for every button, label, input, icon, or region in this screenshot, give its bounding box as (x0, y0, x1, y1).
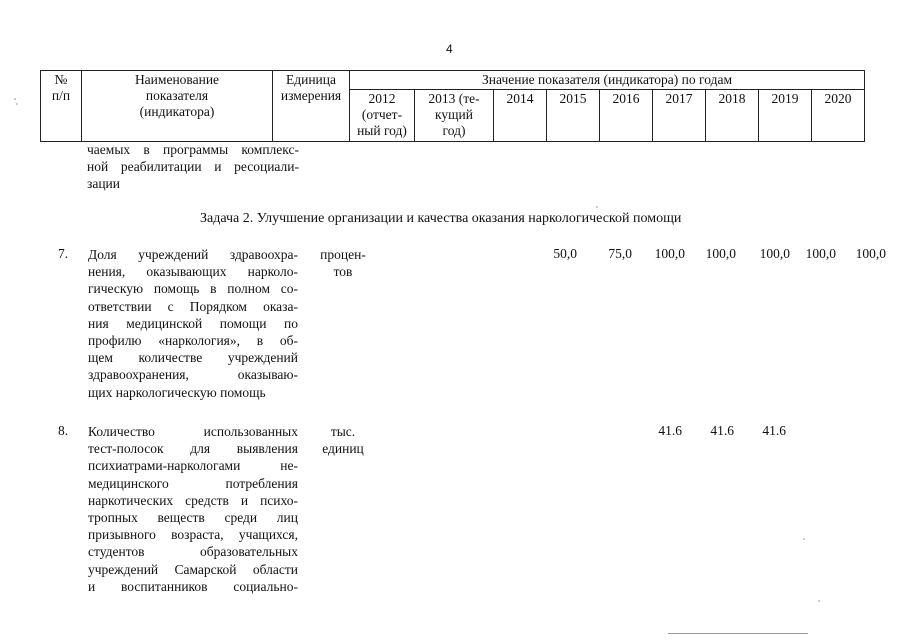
row-7-name-line: щем количестве учреждений (88, 350, 298, 366)
continuation-line: ной реабилитации и ресоциали- (87, 159, 299, 175)
header-name-line-2: показателя (145, 88, 209, 103)
row-7-value-2020: 100,0 (855, 246, 886, 261)
row-8-name-line: медицинского потребления (88, 475, 298, 491)
row-7-name-line: Доля учреждений здравоохра- (88, 247, 298, 262)
header-unit-cell (273, 71, 350, 142)
header-year-2019: 2019 (759, 90, 812, 142)
row-8-unit (314, 423, 372, 457)
header-number-cell (41, 71, 82, 142)
header-year-2016: 2016 (600, 90, 653, 142)
header-year-2013-line-2: кущий (435, 107, 473, 122)
row-7-name-line: гическую помощь в полном со- (88, 281, 298, 297)
header-year-2012-line-2: (отчет- (361, 107, 403, 122)
continuation-line: чаемых в программы комплекс- (87, 142, 299, 157)
header-year-2020: 2020 (812, 90, 865, 142)
scan-speck (596, 206, 598, 208)
header-year-2013 (415, 90, 494, 142)
scan-edge-line (668, 633, 808, 634)
header-year-2015: 2015 (547, 90, 600, 142)
row-8-name-line: и воспитанников социально- (88, 578, 298, 594)
header-unit-line-2: измерения (280, 88, 342, 103)
row-7-value-2014: 50,0 (553, 246, 577, 261)
header-year-2014: 2014 (494, 90, 547, 142)
row-8-name-line: Количество использованных (88, 424, 298, 439)
row-7-value-2019: 100,0 (805, 246, 836, 261)
row-8-name-line: учреждений Самарской области (88, 561, 298, 577)
page-number: 4 (446, 42, 453, 56)
header-year-2013-line-1: 2013 (те- (428, 91, 480, 106)
header-year-2012 (350, 90, 415, 142)
row-7-value-2018: 100,0 (759, 246, 790, 261)
row-8-name-line: студентов образовательных (88, 544, 298, 560)
row-8-value-2016: 41.6 (658, 423, 682, 438)
row-7-value-2017: 100,0 (705, 246, 736, 261)
scan-speck (818, 600, 820, 602)
header-year-2012-line-1: 2012 (368, 91, 396, 106)
row-8-unit-line: единиц (322, 441, 364, 457)
scan-speck (16, 103, 18, 105)
row-8-number: 8. (58, 423, 69, 438)
row-8-name-line: тест-полосок для выявления (88, 441, 298, 457)
task-heading: Задача 2. Улучшение организации и качества оказания наркологической помощи (200, 211, 682, 226)
row-8-name-line: психиатрами-наркологами не- (88, 458, 298, 474)
header-year-2018: 2018 (706, 90, 759, 142)
row-7-unit (314, 246, 372, 280)
row-7-unit-line: тов (333, 264, 353, 280)
row-8-value-2017: 41.6 (710, 423, 734, 438)
row-7-name-line: здравоохранения, оказываю- (88, 367, 298, 383)
header-year-2012-line-3: ный год) (357, 123, 407, 138)
row-7-name-line: нения, оказывающих нарколо- (88, 264, 298, 280)
row-7-name-line: щих наркологическую помощь (88, 384, 266, 400)
row-8-name (88, 423, 298, 595)
row-7-number: 7. (58, 246, 69, 261)
row-8-name-line: призывного возраста, учащихся, (88, 527, 298, 543)
header-unit-line-1: Единица (285, 72, 336, 87)
row-7-name (88, 246, 298, 401)
scan-speck (14, 98, 16, 100)
row-7-unit-line: процен- (320, 247, 366, 262)
header-number-line-2: п/п (51, 88, 71, 103)
row-8-name-line: тропных веществ среди лиц (88, 510, 298, 526)
continuation-text (87, 141, 299, 193)
row-7-value-2015: 75,0 (608, 246, 632, 261)
continuation-line: зации (87, 176, 120, 192)
scan-speck (803, 538, 805, 540)
header-year-2013-line-3: год) (442, 123, 466, 138)
row-8-name-line: наркотических средств и психо- (88, 492, 298, 508)
row-7-name-line: профилю «наркология», в об- (88, 333, 298, 349)
header-name-cell (82, 71, 273, 142)
header-name-line-3: (индикатора) (139, 104, 215, 119)
header-number-line-1: № (54, 72, 68, 87)
header-values-title: Значение показателя (индикатора) по годам (350, 71, 865, 90)
row-7-name-line: ответствии с Порядком оказа- (88, 298, 298, 314)
header-year-2017: 2017 (653, 90, 706, 142)
row-8-value-2018: 41.6 (762, 423, 786, 438)
row-7-value-2016: 100,0 (654, 246, 685, 261)
indicator-table-header (40, 70, 865, 142)
header-name-line-1: Наименование (134, 72, 220, 87)
row-7-name-line: ния медицинской помощи по (88, 315, 298, 331)
row-8-unit-line: тыс. (330, 424, 356, 439)
